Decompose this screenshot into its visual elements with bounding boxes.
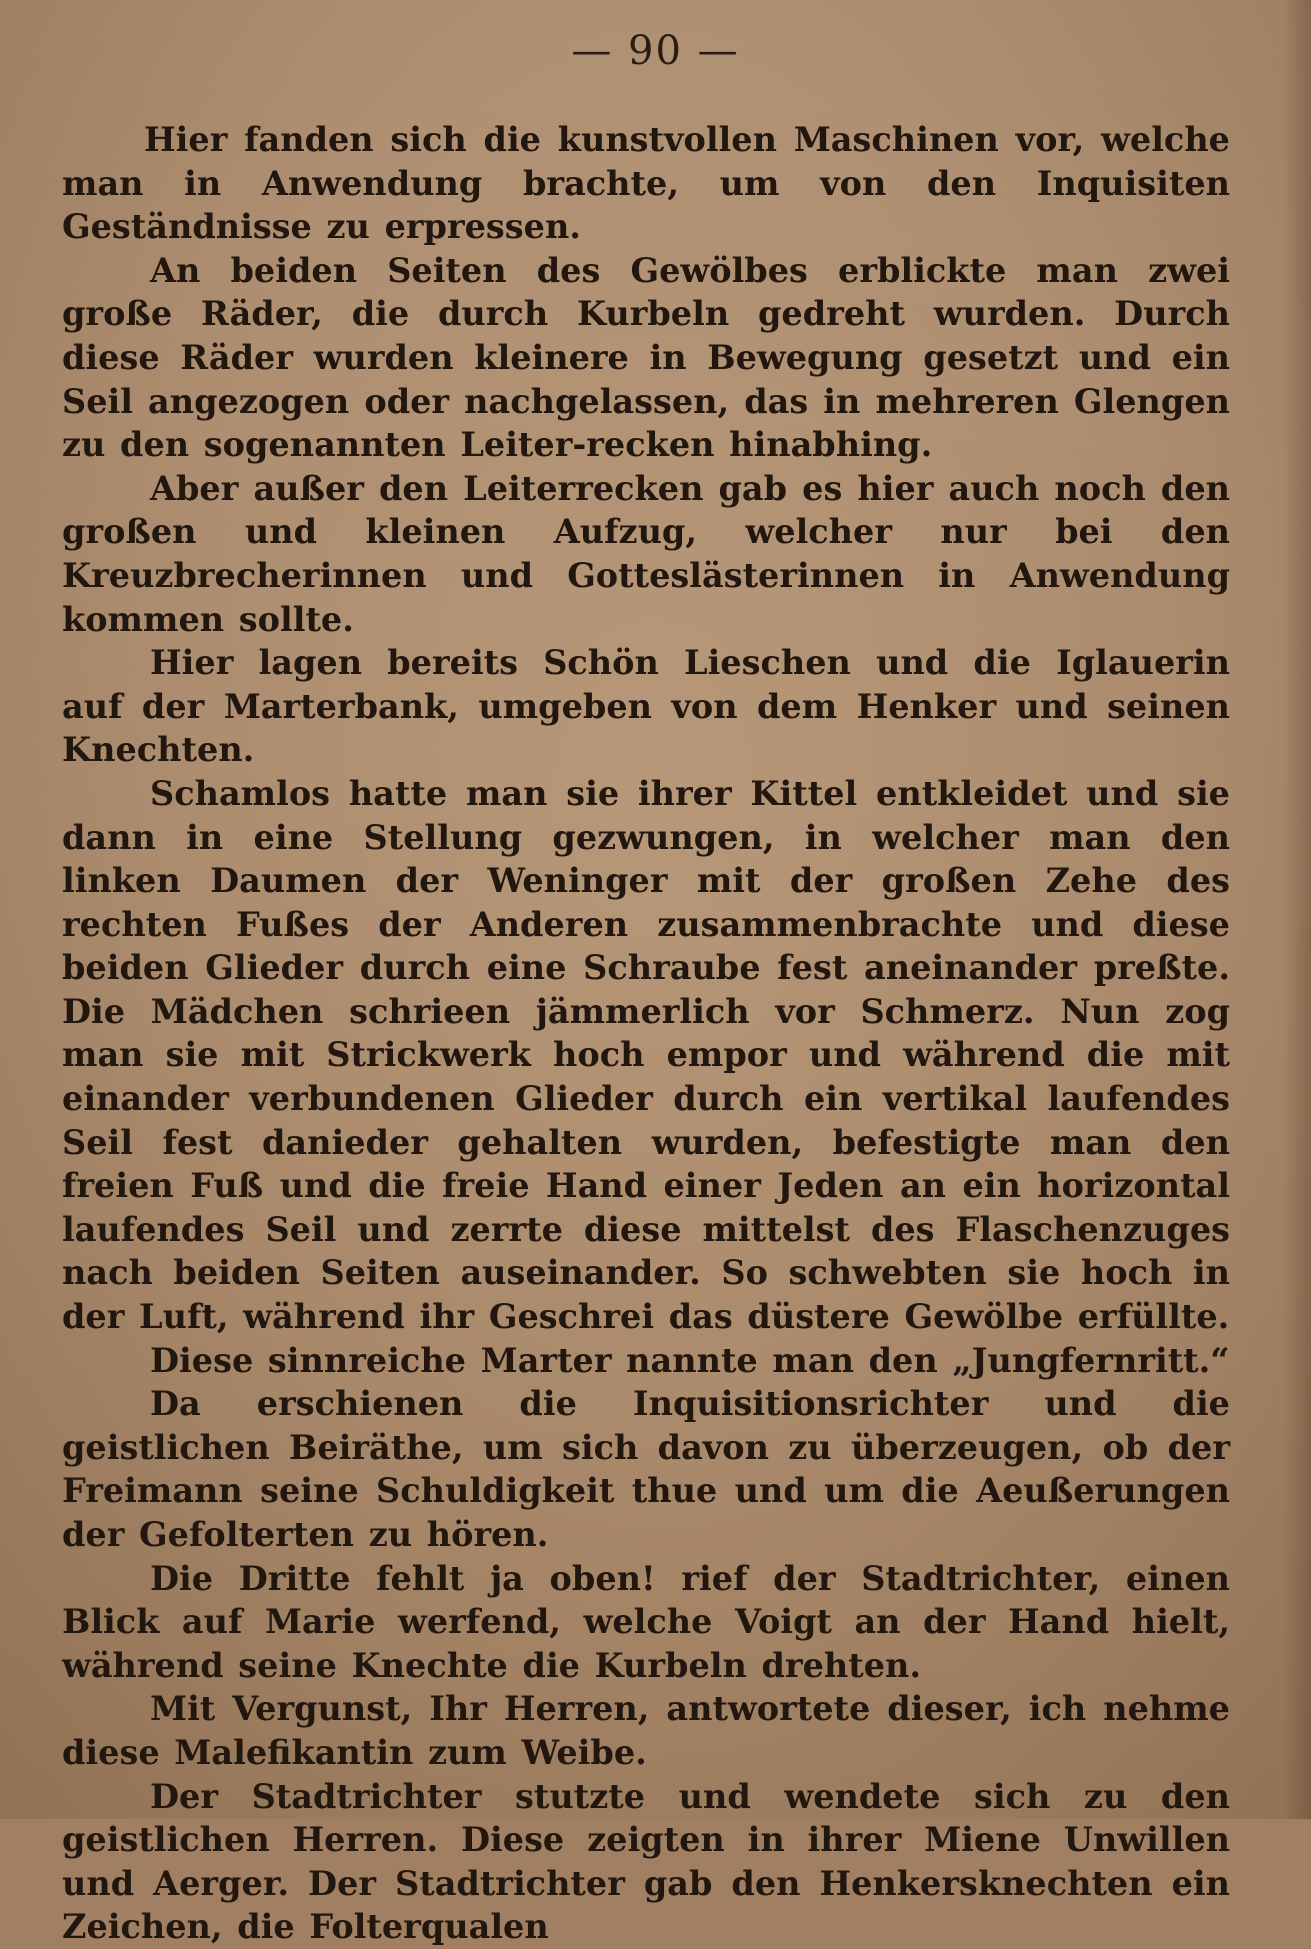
paragraph-3: Aber außer den Leiterrecken gab es hier auch noch den großen und kleinen Aufzug, welcher nur bei den Kreuzbrecherinnen und Gotteslästerinnen in Anwendung kommen sollte. xyxy=(62,468,1230,639)
page-spine-shadow xyxy=(1283,0,1311,1819)
paragraph-9: Mit Vergunst, Ihr Herren, antwortete dieser, ich nehme diese Malefikantin zum Weibe. xyxy=(62,1689,1230,1772)
body-text xyxy=(62,118,1230,1949)
paragraph-7: Da erschienen die Inquisitionsrichter und die geistlichen Beiräthe, um sich davon zu überzeugen, ob der Freimann seine Schuldigkeit thue und um die Aeußerungen der Gefolterten zu hören. xyxy=(62,1384,1230,1554)
paragraph-2: An beiden Seiten des Gewölbes erblickte man zwei große Räder, die durch Kurbeln gedreht wurden. Durch diese Räder wurden kleinere in Bewegung gesetzt und ein Seil angezogen oder nachgelassen, das in mehreren Glengen zu den sogenannten Leiter-recken hinabhing. xyxy=(62,250,1230,465)
paragraph-5: Schamlos hatte man sie ihrer Kittel entkleidet und sie dann in eine Stellung gezwungen, in welcher man den linken Daumen der Weninger mit der großen Zehe des rechten Fußes der Anderen zusammenbrachte und diese beiden Glieder durch eine Schraube fest aneinander preßte. Die Mädchen schrieen jämmerlich vor Schmerz. Nun zog man sie mit Strickwerk hoch empor und während die mit einander verbundenen Glieder durch ein vertikal laufendes Seil fest danieder gehalten wurden, befestigte man den freien Fuß und die freie Hand einer Jeden an ein horizontal laufendes Seil und zerrte diese mittelst des Flaschenzuges nach beiden Seiten auseinander. So schwebten sie hoch in der Luft, während ihr Geschrei das düstere Gewölbe erfüllte. xyxy=(62,773,1230,1337)
page-number: — 90 — xyxy=(571,28,740,74)
paragraph-6: Diese sinnreiche Marter nannte man den „Jungfernritt.“ xyxy=(150,1340,1230,1380)
paragraph-10: Der Stadtrichter stutzte und wendete sich zu den geistlichen Herren. Diese zeigten in ihrer Miene Unwillen und Aerger. Der Stadtrichter gab den Henkersknechten ein Zeichen, die Folterqualen xyxy=(62,1776,1230,1947)
paragraph-1: Hier fanden sich die kunstvollen Maschinen vor, welche man in Anwendung brachte, um von den Inquisiten Geständnisse zu erpressen. xyxy=(62,120,1230,247)
paragraph-4: Hier lagen bereits Schön Lieschen und die Iglauerin auf der Marterbank, umgeben von dem Henker und seinen Knechten. xyxy=(62,643,1230,770)
paragraph-8: Die Dritte fehlt ja oben! rief der Stadtrichter, einen Blick auf Marie werfend, welche Voigt an der Hand hielt, während seine Knechte die Kurbeln drehten. xyxy=(62,1558,1230,1685)
